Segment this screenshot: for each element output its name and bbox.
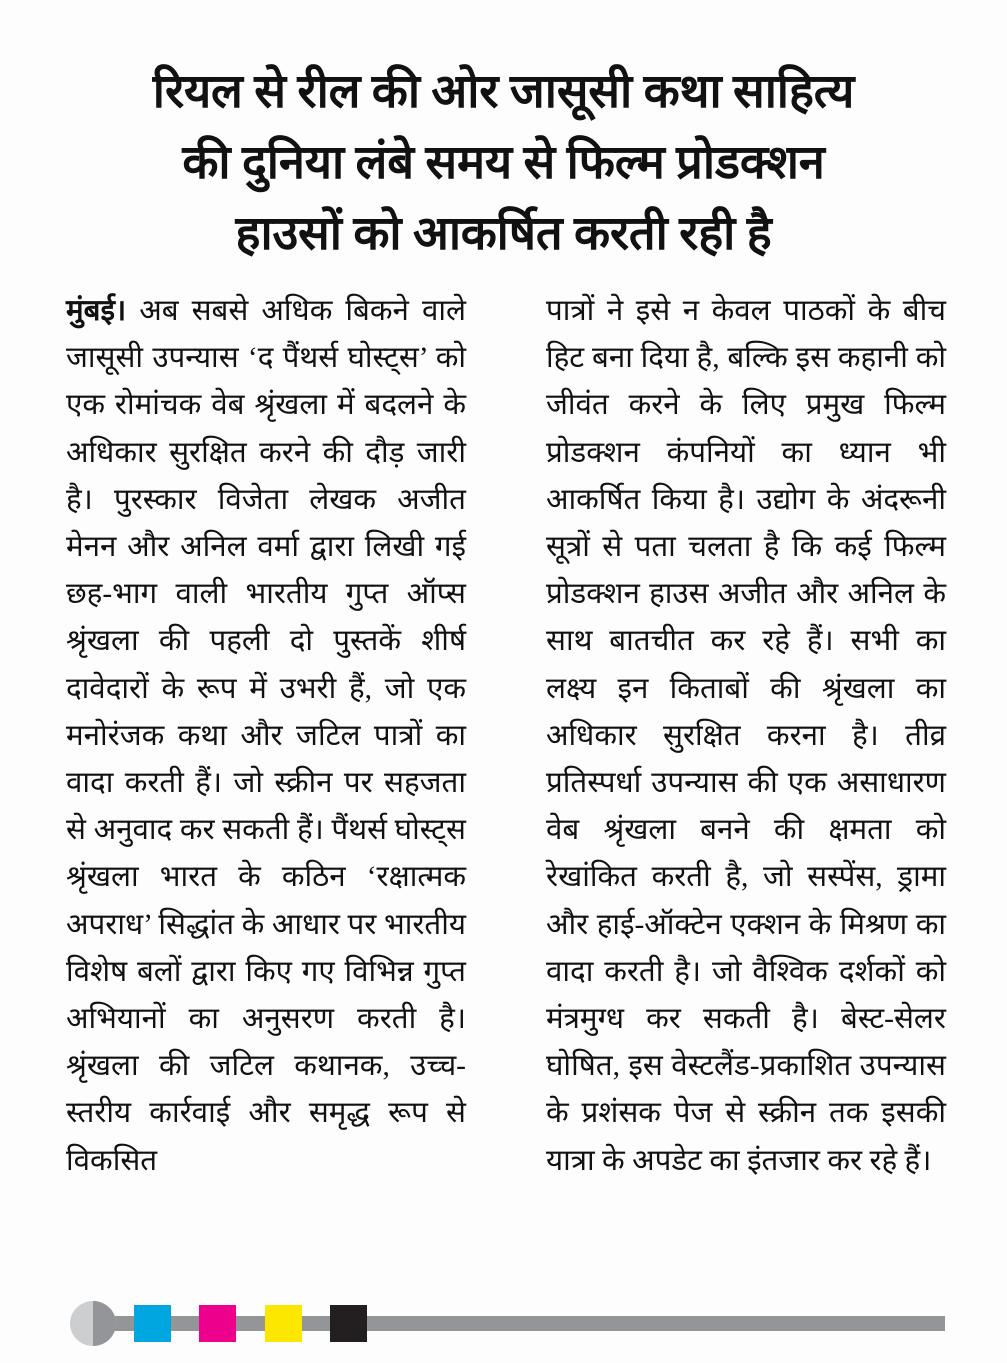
article-body <box>66 288 946 1278</box>
right-column-paragraph <box>546 288 946 1185</box>
right-column-text: पात्रों ने इसे न केवल पाठकों के बीच हिट बना दिया है, बल्कि इस कहानी को जीवंत करने के लिए प्रमुख फिल्म प्रोडक्शन कंपनियों का ध्यान भी आकर्षित किया है। उद्योग के अंदरूनी सूत्रों से पता चलता है कि कई फिल्म प्रोडक्शन हाउस अजीत और अनिल के साथ बातचीत कर रहे हैं। सभी का लक्ष्य इन किताबों की श्रृंखला का अधिकार सुरक्षित करना है। तीव्र प्रतिस्पर्धा उपन्यास की एक असाधारण वेब श्रृंखला बनने की क्षमता को रेखांकित करती है, जो सस्पेंस, ड्रामा और हाई-ऑक्टेन एक्शन के मिश्रण का वादा करती है। जो वैश्विक दर्शकों को मंत्रमुग्ध कर सकती है। बेस्ट-सेलर घोषित, इस वेस्टलैंड-प्रकाशित उपन्यास के प्रशंसक पेज से स्क्रीन तक इसकी यात्रा के अपडेट का इंतजार कर रहे हैं। <box>546 295 946 1177</box>
registration-circle-icon <box>70 1301 116 1346</box>
color-swatch-cyan <box>134 1305 171 1342</box>
color-swatch-yellow <box>265 1305 302 1342</box>
headline-line-2: की दुनिया लंबे समय से फिल्म प्रोडक्शन <box>182 137 825 190</box>
article-column-right <box>546 288 946 1278</box>
left-column-paragraph <box>66 288 466 1185</box>
headline-line-1: रियल से रील की ओर जासूसी कथा साहित्य <box>152 66 855 119</box>
headline-line-3: हाउसों को आकर्षित करती रही है <box>235 208 772 261</box>
color-swatch-black <box>330 1305 367 1342</box>
dateline: मुंबई। <box>66 295 127 327</box>
article-headline <box>58 57 949 270</box>
article-column-left <box>66 288 466 1278</box>
cmyk-registration-strip <box>62 1297 952 1349</box>
left-column-text: अब सबसे अधिक बिकने वाले जासूसी उपन्यास ‘द पैंथर्स घोस्ट्स’ को एक रोमांचक वेब श्रृंखला में बदलने के अधिकार सुरक्षित करने की दौड़ जारी है। पुरस्कार विजेता लेखक अजीत मेनन और अनिल वर्मा द्वारा लिखी गई छह-भाग वाली भारतीय गुप्त ऑप्स श्रृंखला की पहली दो पुस्तकें शीर्ष दावेदारों के रूप में उभरी हैं, जो एक मनोरंजक कथा और जटिल पात्रों का वादा करती हैं। जो स्क्रीन पर सहजता से अनुवाद कर सकती हैं। पैंथर्स घोस्ट्स श्रृंखला भारत के कठिन ‘रक्षात्मक अपराध’ सिद्धांत के आधार पर भारतीय विशेष बलों द्वारा किए गए विभिन्न गुप्त अभियानों का अनुसरण करती है। श्रृंखला की जटिल कथानक, उच्च-स्तरीय कार्रवाई और समृद्ध रूप से विकसित <box>66 295 466 1177</box>
color-swatch-magenta <box>199 1305 236 1342</box>
